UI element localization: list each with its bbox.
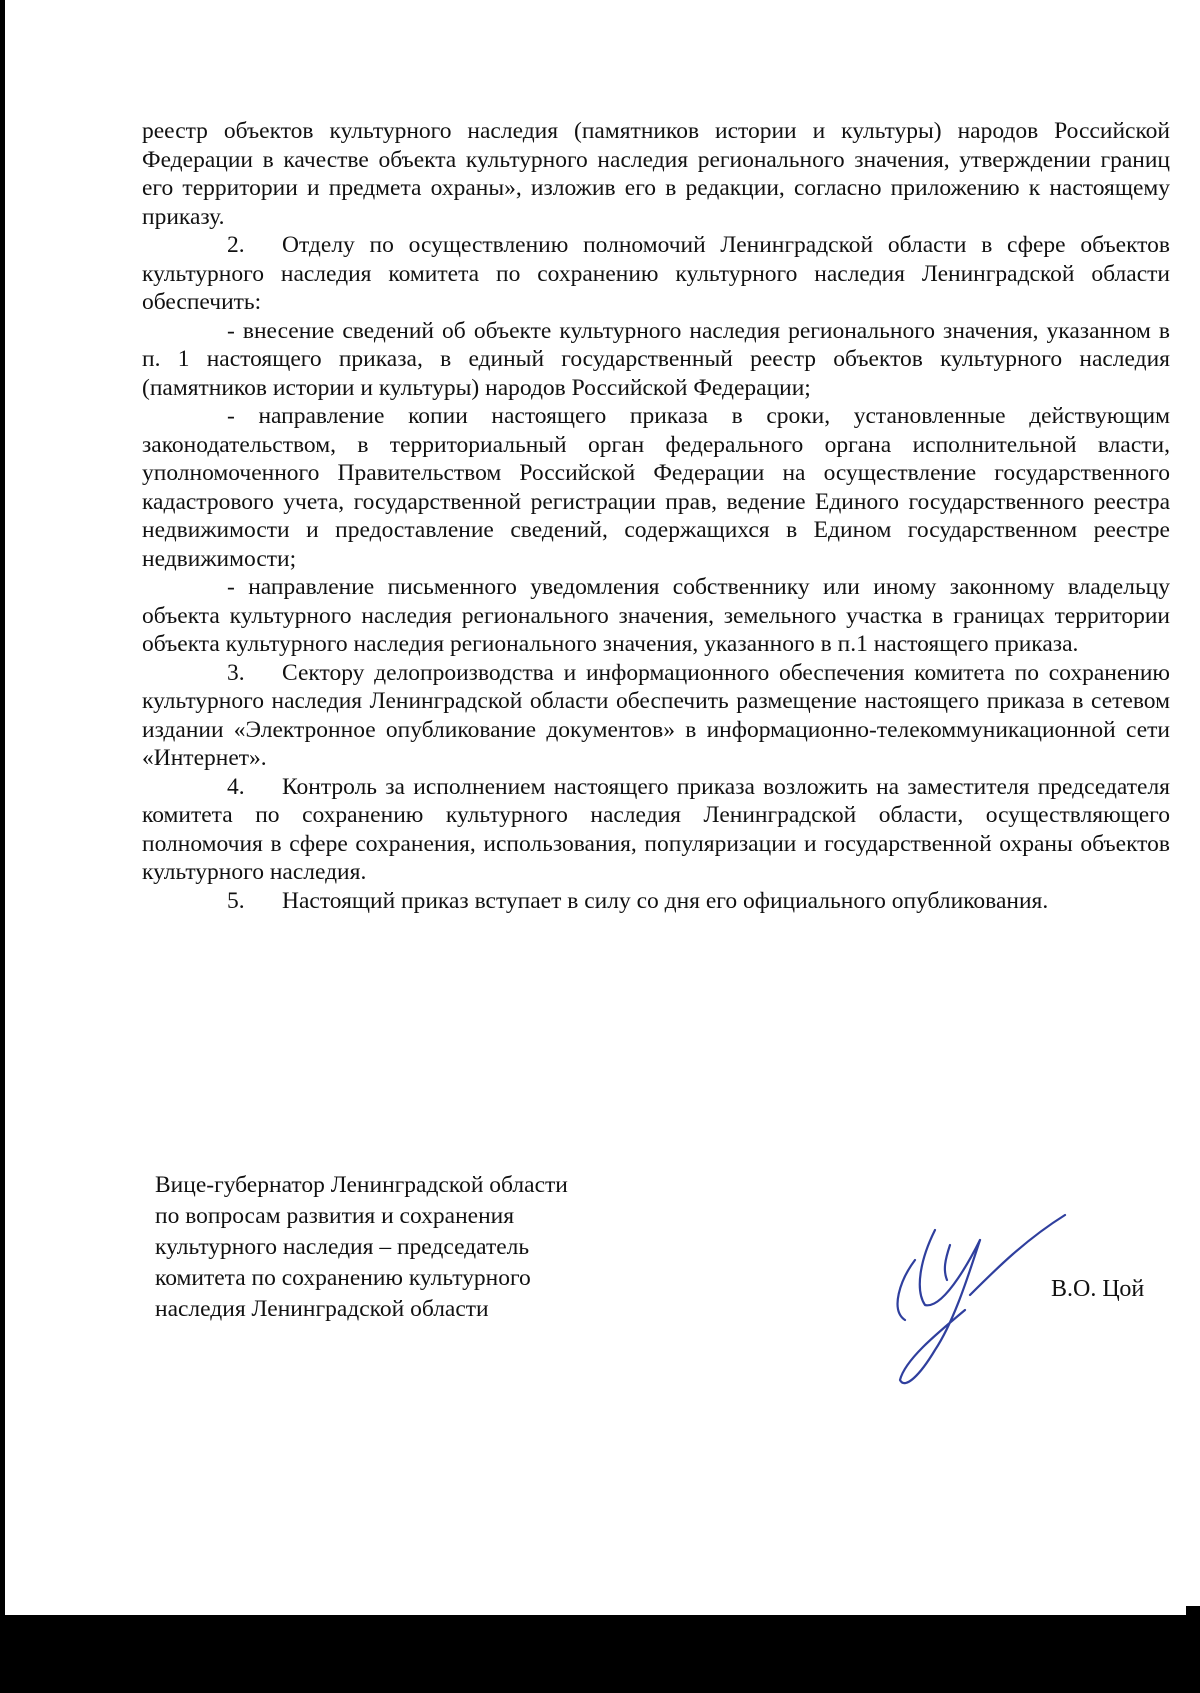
signer-name: В.О. Цой (1051, 1276, 1145, 1302)
paragraph-text: - направление письменного уведомления собственнику или иному законному владельцу объекта культурного наследия регионального значения, земельного участка в границах территории объекта культурного наследия регионального значения, указанного в п.1 настоящего приказа. (142, 574, 1170, 657)
paragraph-item-3 (142, 659, 1170, 773)
position-line: по вопросам развития и сохранения (155, 1203, 515, 1229)
paragraph-text: Сектору делопроизводства и информационного обеспечения комитета по сохранению культурного наследия Ленинградской области обеспечить размещение настоящего приказа в сетевом издании «Электронное опубликование документов» в информационно-телекоммуникационной сети «Интернет». (142, 659, 1170, 771)
paragraph-text: реестр объектов культурного наследия (памятников истории и культуры) народов Российской Федерации в качестве объекта культурного наследия регионального значения, утверждении границ его территории и предмета охраны», изложив его в редакции, согласно приложению к настоящему приказу. (142, 118, 1170, 230)
paragraph-item-4 (142, 773, 1170, 887)
position-line: Вице-губернатор Ленинградской области (155, 1172, 568, 1198)
scan-left-border (0, 0, 5, 1693)
paragraph-number: 3. (227, 659, 245, 686)
signatory-position (155, 1170, 715, 1325)
scan-bottom-border (0, 1615, 1200, 1693)
paragraph-number: 5. (227, 887, 245, 914)
position-line: комитета по сохранению культурного (155, 1265, 531, 1291)
paragraph-text: Контроль за исполнением настоящего приказа возложить на заместителя председателя комитета по сохранению культурного наследия Ленинградской области, осуществляющего полномочия в сфере сохранения, использования, популяризации и государственной охраны объектов культурного наследия. (142, 773, 1170, 885)
paragraph-item-2-bullet-2 (142, 402, 1170, 573)
position-line: культурного наследия – председатель (155, 1234, 530, 1260)
paragraph-number: 4. (227, 773, 245, 800)
position-line: наследия Ленинградской области (155, 1296, 489, 1322)
paragraph-item-2 (142, 231, 1170, 317)
paragraph-item-2-bullet-3 (142, 573, 1170, 659)
document-body (142, 117, 1170, 915)
paragraph-text: Отделу по осуществлению полномочий Ленинградской области в сфере объектов культурного наследия комитета по сохранению культурного наследия Ленинградской области обеспечить: (142, 232, 1170, 315)
paragraph-item-5 (142, 887, 1170, 916)
paragraph-text: - направление копии настоящего приказа в сроки, установленные действующим законодательством, в территориальный орган федерального органа исполнительной власти, уполномоченного Правительством Российской Федерации на осуществление государственного кадастрового учета, государственной регистрации прав, ведение Единого государственного реестра недвижимости и предоставление сведений, содержащихся в Едином государственном реестре недвижимости; (142, 403, 1170, 572)
paragraph-number: 2. (227, 232, 245, 258)
paragraph-continuation (142, 117, 1170, 231)
paragraph-text: - внесение сведений об объекте культурного наследия регионального значения, указанном в п. 1 настоящего приказа, в единый государственный реестр объектов культурного наследия (памятников истории и культуры) народов Российской Федерации; (142, 317, 1170, 401)
paragraph-text: Настоящий приказ вступает в силу со дня его официального опубликования. (282, 887, 1049, 914)
paragraph-item-2-bullet-1 (142, 317, 1170, 403)
